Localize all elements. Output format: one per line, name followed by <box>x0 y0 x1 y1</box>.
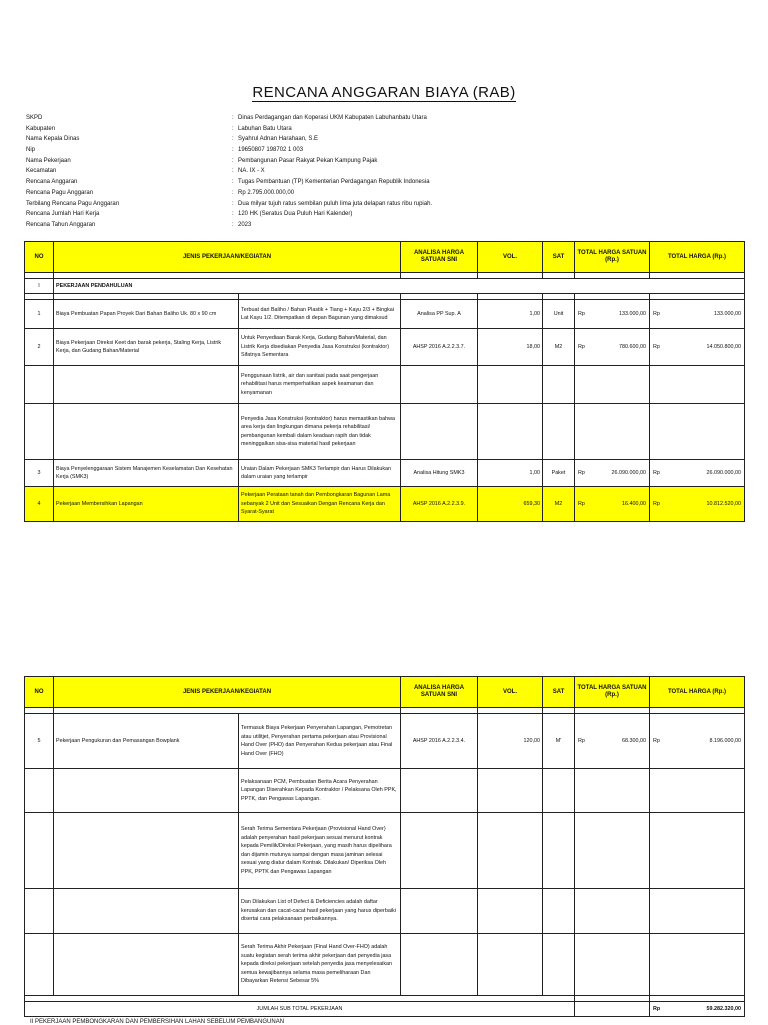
header-no: NO <box>25 677 54 708</box>
table-row <box>25 714 745 769</box>
row-no: 4 <box>25 487 54 522</box>
table-row <box>25 889 745 934</box>
info-colon: : <box>232 147 234 154</box>
row-total-harga <box>650 300 745 329</box>
row-analisa: AHSP 2016 A.2.2.3.4. <box>401 714 478 769</box>
info-key: Rencana Jumlah Hari Kerja <box>26 211 100 218</box>
row-vol: 1,00 <box>478 300 543 329</box>
table-row <box>25 934 745 996</box>
header-row <box>25 242 745 273</box>
harga-value: 68.300,00 <box>622 738 646 744</box>
row-pekerjaan: Pekerjaan Membersihkan Lapangan <box>54 487 239 522</box>
row-sat: Unit <box>543 300 575 329</box>
header-total-satuan: TOTAL HARGA SATUAN (Rp.) <box>575 242 650 273</box>
row-no: 2 <box>25 329 54 366</box>
document-title-text: RENCANA ANGGARAN BIAYA (RAB) <box>252 84 516 101</box>
row-uraian: Dan Dilakukan List of Defect & Deficiencies adalah daftar kerusakan dan cacat-cacat hasil pekerjaan yang harus diperbaiki disertai cara pelaksanaan perbaikannya. <box>239 889 401 934</box>
section-row <box>25 279 745 294</box>
table-row <box>25 813 745 889</box>
row-uraian: Penggunaan listrik, air dan sanitasi pada saat pengerjaan rehabilitasi harus memperhatikan aspek keamanan dan kenyamanan <box>239 366 401 404</box>
row-sat: Paket <box>543 460 575 487</box>
header-row <box>25 677 745 708</box>
info-value: Labuhan Batu Utara <box>238 125 292 132</box>
subtotal-value: 59.282.320,00 <box>706 1006 741 1012</box>
row-analisa: AHSP 2016 A.2.2.3.7. <box>401 329 478 366</box>
row-uraian: Terbuat dari Baliho / Bahan Plastik + Tiang + Kayu 2/3 + Bingkai Lat Kayu 1/2. Ditempatkan di depan Bagunan yang dimaksud <box>239 300 401 329</box>
row-analisa: Analisa Hitung SMK3 <box>401 460 478 487</box>
row-sat: M2 <box>543 487 575 522</box>
info-colon: : <box>232 179 234 186</box>
section-no: I <box>25 279 54 294</box>
info-value: 120 HK (Seratus Dua Puluh Hari Kalender) <box>238 211 353 218</box>
row-uraian: Pelaksanaan PCM, Pembuatan Berita Acara Penyerahan Lapangan Diserahkan Kepada Kontraktor / Pelaksana Oleh PPK, PPTK, dan Pengawas Lapangan. <box>239 769 401 813</box>
total-value: 14.050.800,00 <box>706 344 741 350</box>
rp-label: Rp <box>578 311 585 317</box>
table-row <box>25 769 745 813</box>
table-row <box>25 460 745 487</box>
info-value: Syahrul Adnan Harahaan, S.E <box>238 136 319 143</box>
rp-label: Rp <box>578 501 585 507</box>
header-no: NO <box>25 242 54 273</box>
subtotal-label: JUMLAH SUB TOTAL PEKERJAAN <box>25 1002 575 1017</box>
document-title <box>0 84 768 101</box>
rp-label: Rp <box>653 501 660 507</box>
info-key: SKPD <box>26 115 43 121</box>
info-colon: : <box>232 200 234 207</box>
table-row <box>25 366 745 404</box>
row-total-harga <box>650 329 745 366</box>
info-value: Rp 2.795.000.000,00 <box>238 189 295 196</box>
row-sat: M2 <box>543 329 575 366</box>
header-sat: SAT <box>543 677 575 708</box>
header-sat: SAT <box>543 242 575 273</box>
section-label: PEKERJAAN PENDAHULUAN <box>54 279 745 294</box>
row-vol: 659,30 <box>478 487 543 522</box>
info-key: Nip <box>26 147 36 154</box>
row-total-harga <box>650 487 745 522</box>
row-vol: 18,00 <box>478 329 543 366</box>
row-pekerjaan: Biaya Pembuatan Papan Proyek Dari Bahan Baliho Uk. 80 x 90 cm <box>54 300 239 329</box>
row-pekerjaan: Pekerjaan Pengukuran dan Pemasangan Bowplank <box>54 714 239 769</box>
rp-label: Rp <box>578 738 585 744</box>
row-pekerjaan: Biaya Penyelenggaraan Sistem Manajemen Keselamatan Dan Kesehatan Kerja (SMK3) <box>54 460 239 487</box>
row-harga-satuan <box>575 487 650 522</box>
row-total-harga <box>650 714 745 769</box>
info-value: 19650807 198702 1 003 <box>238 147 304 154</box>
row-uraian: Pekerjaan Perataan tanah dan Pembongkaran Bagunan Lama sebanyak 2 Unit dan Sesuaikan Dengan Rencana Kerja dan Syarat-Syarat <box>239 487 401 522</box>
rp-label: Rp <box>653 344 660 350</box>
row-pekerjaan: Biaya Pekerjaan Direksi Keet dan barak pekerja, Staling Kerja, Listrik Kerja, dan Gudang Bahan/Material <box>54 329 239 366</box>
subtotal-amount <box>650 1002 745 1017</box>
rab-table-2 <box>24 676 745 1017</box>
header-total-harga: TOTAL HARGA (Rp.) <box>650 677 745 708</box>
table-row-highlighted <box>25 487 745 522</box>
harga-value: 16.400,00 <box>622 501 646 507</box>
harga-value: 780.600,00 <box>619 344 646 350</box>
info-colon: : <box>232 157 234 164</box>
row-uraian: Serah Terima Sementara Pekerjaan (Provisional Hand Over) adalah penyerahan hasil pekerjaan sesuai menurut kontrak kepada Pemilik/Direksi Pekerjaan, yang masih harus dipelihara dan dijamin mutunya sampai dengan masa jaminan selesai sesuai yang diatur dalam Kontrak. Dilakukan/ Diperiksa Oleh PPK, PPTK dan Pengawas Lapangan <box>239 813 401 889</box>
subtotal-row <box>25 1002 745 1017</box>
info-key: Kecamatan <box>26 168 57 175</box>
info-key: Rencana Anggaran <box>26 179 78 186</box>
row-uraian: Untuk Penyediaan Barak Kerja, Gudang Bahan/Material, dan Listrik Kerja disediakan Penyedia Jasa Konstruksi (kontraktor) Sifatnya Sementara <box>239 329 401 366</box>
row-total-harga <box>650 460 745 487</box>
row-uraian: Termasuk Biaya Pekerjaan Penyerahan Lapangan, Pemotretan atau utilitjet, Penyerahan pertama pekerjaan atau Provisional Hand Over (PHO) dan Penyerahan Kedua pekerjaan atau Final Hand Over (FHO) <box>239 714 401 769</box>
header-vol: VOL. <box>478 242 543 273</box>
info-colon: : <box>232 125 234 132</box>
header-analisa: ANALISA HARGA SATUAN SNI <box>401 242 478 273</box>
info-value: Pembangunan Pasar Rakyat Pekan Kampung Pajak <box>238 157 378 164</box>
row-harga-satuan <box>575 329 650 366</box>
row-no: 1 <box>25 300 54 329</box>
info-colon: : <box>232 189 234 196</box>
row-no: 3 <box>25 460 54 487</box>
info-value: 2023 <box>238 221 252 228</box>
total-value: 8.196.000,00 <box>709 738 741 744</box>
info-value: NA. IX - X <box>238 168 265 175</box>
row-uraian: Serah Terima Akhir Pekerjaan (Final Hand Over-FHO) adalah suatu kegiatan serah terima akhir pekerjaan dari penyedia jasa kepada direksi pekerjaan setelah penyedia jasa menyelesaikan semua kewajibannya selama masa pemeliharaan Dan Dibayarkan Retensi Sebesar 5% <box>239 934 401 996</box>
row-harga-satuan <box>575 460 650 487</box>
total-value: 10.812.520,00 <box>706 501 741 507</box>
info-colon: : <box>232 136 234 143</box>
row-analisa: AHSP 2016 A.2.2.3.9. <box>401 487 478 522</box>
header-analisa: ANALISA HARGA SATUAN SNI <box>401 677 478 708</box>
info-key: Nama Kepala Dinas <box>26 136 80 143</box>
row-harga-satuan <box>575 300 650 329</box>
rp-label: Rp <box>653 1006 661 1012</box>
row-analisa: Analisa PP Sup. A <box>401 300 478 329</box>
info-key: Terbilang Rencana Pagu Anggaran <box>26 200 120 207</box>
rp-label: Rp <box>653 311 660 317</box>
harga-value: 133.000,00 <box>619 311 646 317</box>
header-total-satuan: TOTAL HARGA SATUAN (Rp.) <box>575 677 650 708</box>
rp-label: Rp <box>578 344 585 350</box>
info-key: Rencana Pagu Anggaran <box>26 189 94 196</box>
rp-label: Rp <box>653 738 660 744</box>
row-sat: M' <box>543 714 575 769</box>
row-uraian: Uraian Dalam Pekerjaan SMK3 Terlampir dan Harus Dilakukan dalam uraian yang terlampir <box>239 460 401 487</box>
rp-label: Rp <box>578 470 585 476</box>
table-row <box>25 329 745 366</box>
info-value: Dua milyar tujuh ratus sembilan puluh lima juta delapan ratus ribu rupiah. <box>238 200 433 207</box>
header-jenis: JENIS PEKERJAAN/KEGIATAN <box>54 242 401 273</box>
total-value: 26.090.000,00 <box>706 470 741 476</box>
info-key: Nama Pekerjaan <box>26 157 71 164</box>
row-vol: 1,00 <box>478 460 543 487</box>
row-vol: 120,00 <box>478 714 543 769</box>
info-colon: : <box>232 211 234 218</box>
info-key: Kabupaten <box>26 125 56 132</box>
info-colon: : <box>232 115 234 121</box>
header-vol: VOL. <box>478 677 543 708</box>
info-value: Dinas Perdagangan dan Koperasi UKM Kabupaten Labuhanbatu Utara <box>238 115 427 121</box>
info-key: Rencana Tahun Anggaran <box>26 221 96 228</box>
header-total-harga: TOTAL HARGA (Rp.) <box>650 242 745 273</box>
header-jenis: JENIS PEKERJAAN/KEGIATAN <box>54 677 401 708</box>
table-row <box>25 404 745 460</box>
info-colon: : <box>232 168 234 175</box>
rp-label: Rp <box>653 470 660 476</box>
total-value: 133.000,00 <box>714 311 741 317</box>
harga-value: 26.090.000,00 <box>611 470 646 476</box>
row-harga-satuan <box>575 714 650 769</box>
next-section-header: II PEKERJAAN PEMBONGKARAN DAN PEMBERSIHAN LAHAN SEBELUM PEMBANGUNAN <box>30 1019 285 1025</box>
table-row <box>25 300 745 329</box>
row-no: 5 <box>25 714 54 769</box>
info-colon: : <box>232 221 234 228</box>
info-value: Tugas Pembantuan (TP) Kementerian Perdagangan Republik Indonesia <box>238 179 430 186</box>
rab-table-1 <box>24 241 745 522</box>
row-uraian: Penyedia Jasa Konstruksi (kontraktor) harus memastikan bahwa area kerja dan lingkungan dimana pekerja rehabilitasi/ pembangunan kembali dalam keadaan rapih dan tidak meninggalkan sisa-sisa material hasil pekerjaan <box>239 404 401 460</box>
